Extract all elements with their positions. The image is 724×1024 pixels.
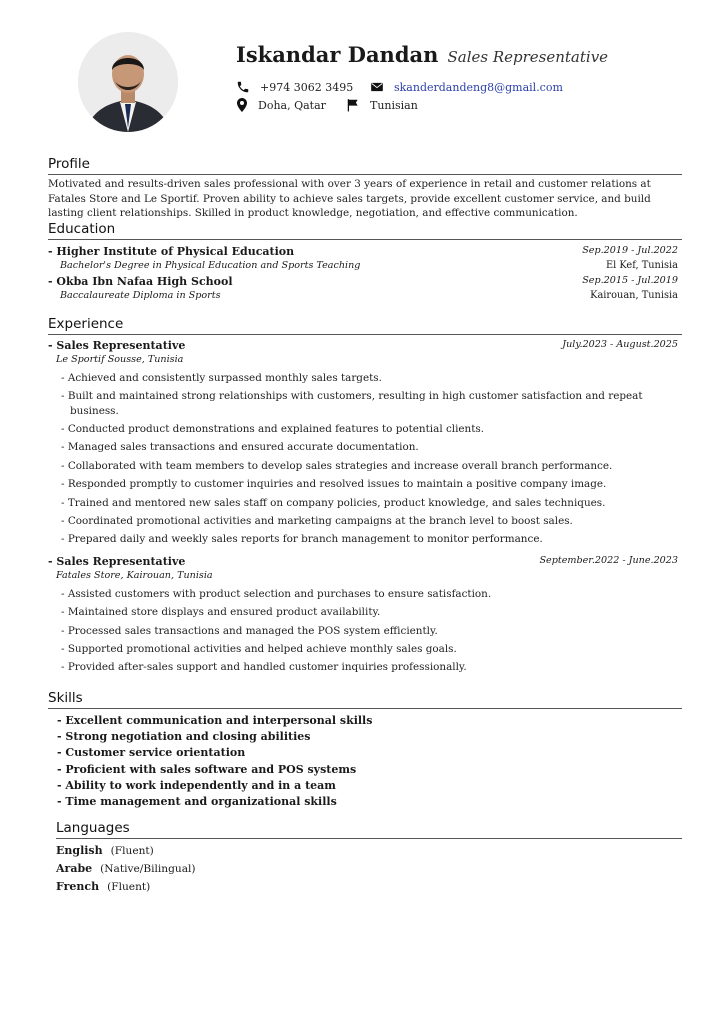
education-section — [48, 221, 682, 305]
job-bullet: - Provided after-sales support and handled customer inquiries professionally. — [61, 661, 467, 674]
location-text: Doha, Qatar — [258, 98, 326, 112]
email-item[interactable] — [370, 80, 563, 94]
job-bullet: - Assisted customers with product selection and purchases to ensure satisfaction. — [61, 587, 492, 600]
education-dates: Sep.2015 - Jul.2019 — [582, 275, 678, 286]
flag-icon — [346, 98, 360, 112]
education-entry — [48, 275, 682, 305]
language-item — [56, 842, 682, 860]
job-entry — [48, 555, 682, 675]
envelope-icon — [370, 80, 384, 94]
job-bullet: - Processed sales transactions and managed the POS system efficiently. — [61, 624, 438, 637]
language-item — [56, 860, 682, 878]
skill-item: - Strong negotiation and closing abilities — [57, 730, 311, 744]
language-item — [56, 878, 682, 896]
job-bullet: - Prepared daily and weekly sales reports for branch management to monitor performance. — [61, 533, 543, 546]
job-bullet: - Built and maintained strong relationships with customers, resulting in high customer satisfaction and repeat business. — [61, 390, 643, 417]
nationality-item — [346, 98, 418, 112]
job-bullet: - Coordinated promotional activities and marketing campaigns at the branch level to boost sales. — [61, 514, 573, 527]
job-bullet: - Collaborated with team members to develop sales strategies and increase overall branch performance. — [61, 459, 613, 472]
skill-item: - Ability to work independently and in a team — [57, 778, 336, 792]
section-title-experience: Experience — [48, 316, 682, 335]
section-title-profile: Profile — [48, 156, 682, 175]
job-bullet: - Maintained store displays and ensured product availability. — [61, 606, 381, 619]
phone-text: +974 3062 3495 — [260, 80, 354, 94]
job-dates: July.2023 - August.2025 — [562, 339, 678, 350]
section-title-skills: Skills — [48, 690, 682, 709]
company-name: Le Sportif Sousse, Tunisia — [56, 354, 184, 365]
job-bullet: - Trained and mentored new sales staff on company policies, product knowledge, and sales techniques. — [61, 496, 606, 509]
phone-item — [236, 80, 353, 94]
candidate-title: Sales Representative — [447, 48, 609, 66]
email-link[interactable]: skanderdandeng8@gmail.com — [394, 80, 563, 94]
job-bullet: - Managed sales transactions and ensured accurate documentation. — [61, 441, 419, 454]
education-entry — [48, 245, 682, 275]
skill-item: - Proficient with sales software and POS systems — [57, 762, 357, 776]
section-title-languages: Languages — [56, 820, 682, 839]
nationality-text: Tunisian — [370, 98, 418, 112]
language-name: English — [56, 844, 103, 857]
language-level: (Fluent) — [107, 881, 151, 893]
skill-item: - Excellent communication and interpersonal skills — [57, 714, 373, 727]
skills-list — [48, 713, 682, 810]
section-title-education: Education — [48, 221, 682, 240]
job-bullets — [54, 587, 682, 675]
language-level: (Fluent) — [110, 845, 154, 857]
job-bullet: - Responded promptly to customer inquiries and resolved issues to maintain a positive company image. — [61, 478, 607, 491]
name-line — [236, 42, 608, 67]
language-name: French — [56, 880, 100, 893]
job-bullet: - Conducted product demonstrations and explained features to potential clients. — [61, 422, 485, 435]
job-bullet: - Supported promotional activities and helped achieve monthly sales goals. — [61, 642, 457, 655]
education-dates: Sep.2019 - Jul.2022 — [582, 245, 678, 256]
profile-section — [48, 156, 682, 221]
job-entry — [48, 339, 682, 547]
experience-section — [48, 316, 682, 679]
phone-icon — [236, 80, 250, 94]
job-dates: September.2022 - June.2023 — [539, 554, 678, 566]
profile-photo — [78, 32, 178, 132]
job-title: - Sales Representative — [48, 339, 186, 352]
map-pin-icon — [236, 98, 248, 112]
skills-section — [48, 690, 682, 810]
job-title: - Sales Representative — [48, 554, 186, 568]
languages-section — [56, 820, 682, 896]
skill-item: - Time management and organizational skills — [57, 795, 337, 809]
education-place: El Kef, Tunisia — [605, 260, 678, 271]
skill-item: - Customer service orientation — [57, 746, 246, 760]
company-name: Fatales Store, Kairouan, Tunisia — [56, 569, 213, 581]
degree: Bachelor's Degree in Physical Education and Sports Teaching — [60, 260, 361, 271]
education-place: Kairouan, Tunisia — [590, 290, 678, 301]
location-item — [236, 98, 326, 112]
degree: Baccalaureate Diploma in Sports — [60, 290, 221, 301]
school-name: - Okba Ibn Nafaa High School — [48, 275, 233, 288]
candidate-name: Iskandar Dandan — [236, 42, 439, 67]
language-name: Arabe — [56, 862, 93, 875]
job-bullets — [54, 371, 682, 547]
job-bullet: - Achieved and consistently surpassed monthly sales targets. — [61, 372, 382, 384]
school-name: - Higher Institute of Physical Education — [48, 245, 295, 258]
language-level: (Native/Bilingual) — [100, 863, 196, 875]
profile-summary: Motivated and results-driven sales professional with over 3 years of experience in retail and customer relations at Fatales Store and Le Sportif. Proven ability to achieve sales targets, provide excellent customer service, and build lasting client relationships. Skilled in product knowledge, negotiation, and effective communication. — [48, 178, 651, 220]
